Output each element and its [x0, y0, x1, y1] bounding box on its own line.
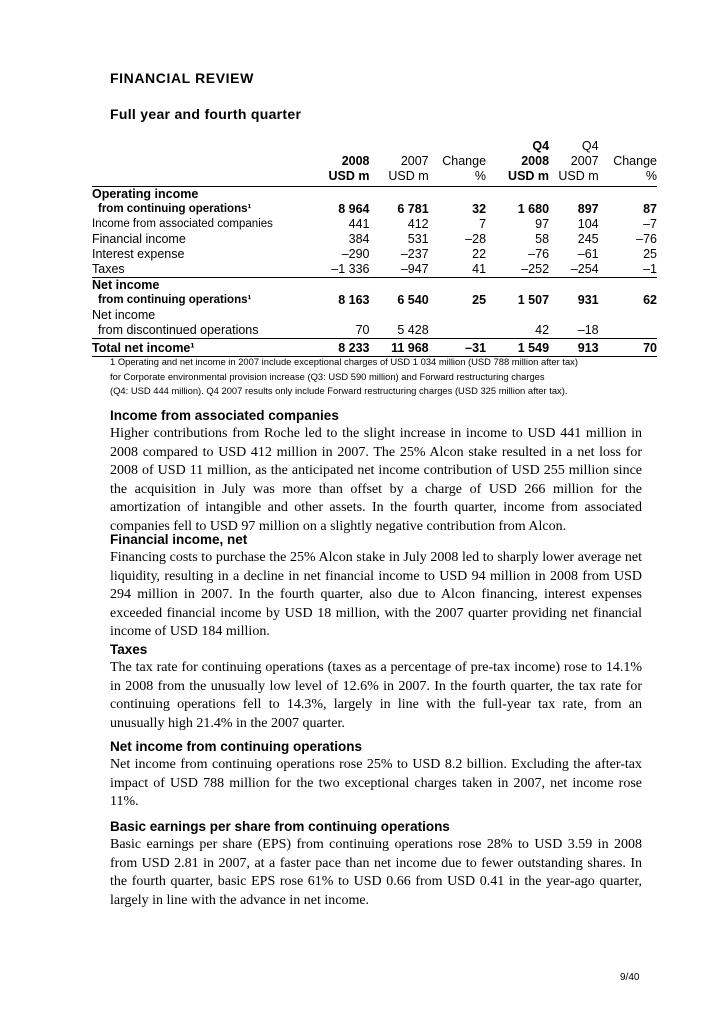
row-label: Income from associated companies	[92, 218, 273, 230]
row-label: Financial income	[92, 232, 186, 246]
section-financial-income	[110, 531, 642, 642]
section-associated-companies	[110, 407, 642, 536]
cell-value: 531	[407, 232, 429, 246]
cell-value: 6 540	[397, 293, 429, 307]
row-label: Net income	[92, 278, 160, 292]
header-unit: %	[599, 169, 657, 187]
cell-value: 931	[577, 293, 599, 307]
cell-value: –1 336	[293, 262, 369, 278]
table-row	[92, 217, 657, 232]
page-number: 9/40	[620, 972, 640, 983]
table-row	[92, 247, 657, 262]
financial-table	[92, 139, 657, 357]
row-label: Total net income¹	[92, 339, 293, 357]
cell-value: 42	[486, 323, 549, 339]
table-row	[92, 202, 657, 217]
table-header-row	[92, 139, 657, 154]
cell-value: –237	[400, 247, 429, 261]
cell-value: 7	[479, 217, 487, 231]
row-label: from continuing operations¹	[98, 203, 252, 215]
footnote-line: 1 Operating and net income in 2007 include exceptional charges of USD 1 034 million (USD 788 million after tax)	[110, 356, 578, 367]
table-row	[92, 308, 657, 323]
cell-value: 25	[472, 293, 487, 307]
section-heading: Basic earnings per share from continuing operations	[110, 819, 450, 834]
table-row	[92, 262, 657, 278]
cell-value: –28	[465, 232, 487, 246]
section-body: The tax rate for continuing operations (taxes as a percentage of pre-tax income) rose to 14.1% in 2008 from the unusually low level of 12.6% in 2007. In the fourth quarter, the tax rate for continuing operations fell to 14.3%, largely in line with the full-year tax rate, from an unusually high 21.4% in the 2007 quarter.	[110, 660, 642, 731]
cell-value: –947	[370, 262, 429, 278]
section-body: Basic earnings per share (EPS) from continuing operations rose 28% to USD 3.59 in 2008 from USD 2.81 in 2007, at a faster pace than net income due to fewer outstanding shares. In the fourth quarter, basic EPS rose 61% to USD 0.66 from USD 0.41 in the year-ago quarter, largely in line with the advance in net income.	[110, 837, 642, 908]
cell-value: 913	[549, 339, 599, 357]
cell-value: 384	[348, 232, 370, 246]
header-unit: USD m	[486, 169, 549, 187]
cell-value: 8 233	[293, 339, 369, 357]
section-body: Higher contributions from Roche led to the slight increase in income to USD 441 million in 2008 compared to USD 412 million in 2007. The 25% Alcon stake resulted in a net loss for 2008 of USD 11 million, as the anticipated net income contribution of USD 255 million since the acquisition in July was more than offset by a charge of USD 266 million for the amortization of intangible and other assets. In the fourth quarter, income from associated companies fell to USD 97 million on a slightly negative contribution from Alcon.	[110, 426, 642, 534]
cell-value: –76	[636, 232, 657, 246]
cell-value: 11 968	[370, 339, 429, 357]
table-footnote	[110, 355, 650, 399]
row-label: Net income	[92, 308, 156, 322]
cell-value: –254	[549, 262, 599, 278]
cell-value: 58	[535, 232, 550, 246]
page-subtitle: Full year and fourth quarter	[110, 106, 302, 122]
section-heading: Net income from continuing operations	[110, 739, 363, 754]
row-label: from discontinued operations	[92, 323, 293, 339]
row-label: Taxes	[92, 262, 293, 278]
cell-value: 22	[472, 247, 487, 261]
cell-value: 97	[535, 217, 550, 231]
header-q4-b: Q4	[581, 139, 599, 153]
section-eps	[110, 818, 642, 910]
cell-value: 5 428	[370, 323, 429, 339]
section-body: Net income from continuing operations rose 25% to USD 8.2 billion. Excluding the after-tax impact of USD 788 million for the two exceptional charges taken in 2007, net income rose 11%.	[110, 757, 642, 809]
cell-value: –18	[549, 323, 599, 339]
cell-value: 25	[643, 247, 657, 261]
cell-value: 41	[429, 262, 486, 278]
cell-value: –290	[341, 247, 370, 261]
cell-value: –61	[577, 247, 599, 261]
header-q4-a: Q4	[532, 139, 550, 153]
table-header-row	[92, 169, 657, 187]
cell-value: 1 680	[517, 202, 550, 216]
table-total-row	[92, 339, 657, 357]
section-title: FINANCIAL REVIEW	[110, 70, 254, 86]
cell-value: 87	[643, 202, 657, 216]
section-heading: Income from associated companies	[110, 408, 339, 423]
cell-value: 8 964	[338, 202, 370, 216]
footnote-line: for Corporate environmental provision increase (Q3: USD 590 million) and Forward restructuring charges	[110, 370, 545, 382]
header-unit: USD m	[370, 169, 429, 187]
cell-value: 6 781	[397, 202, 429, 216]
footnote-line: (Q4: USD 444 million). Q4 2007 results only include Forward restructuring charges (USD 325 million after tax).	[110, 385, 568, 396]
section-heading: Financial income, net	[110, 532, 248, 547]
header-2008: 2008	[341, 154, 370, 168]
row-label: Interest expense	[92, 247, 185, 261]
cell-value: –252	[486, 262, 549, 278]
table-row	[92, 187, 657, 203]
cell-value: 70	[293, 323, 369, 339]
cell-value: 104	[577, 217, 599, 231]
cell-value: 1 507	[517, 293, 550, 307]
section-body: Financing costs to purchase the 25% Alcon stake in July 2008 led to sharply lower average net liquidity, resulting in a decline in net financial income to USD 94 million in 2008 from USD 294 million in 2007. In the fourth quarter, also due to Alcon financing, interest expenses exceeded financial income by USD 18 million, with the 2007 quarter providing net financial income of USD 184 million.	[110, 550, 642, 639]
table-header-row	[92, 154, 657, 169]
section-net-income	[110, 738, 642, 812]
table-row	[92, 278, 657, 294]
cell-value: 32	[472, 202, 487, 216]
cell-value: 8 163	[338, 293, 370, 307]
cell-value	[429, 323, 486, 339]
cell-value: 441	[348, 217, 370, 231]
cell-value: 412	[407, 217, 429, 231]
header-unit: USD m	[293, 169, 369, 187]
section-heading: Taxes	[110, 642, 148, 657]
cell-value: –7	[643, 217, 657, 231]
cell-value: 245	[577, 232, 599, 246]
section-taxes	[110, 641, 642, 733]
cell-value: 1 549	[486, 339, 549, 357]
header-q4-change: Change	[613, 154, 657, 168]
cell-value	[599, 323, 657, 339]
header-2007: 2007	[400, 154, 429, 168]
header-q4-2007: 2007	[570, 154, 599, 168]
table-row	[92, 232, 657, 247]
table-row	[92, 323, 657, 339]
header-change: Change	[442, 154, 487, 168]
header-q4-2008: 2008	[521, 154, 550, 168]
row-label: Operating income	[92, 187, 199, 201]
cell-value: 70	[599, 339, 657, 357]
header-unit: USD m	[549, 169, 599, 187]
cell-value: 62	[643, 293, 657, 307]
cell-value: –1	[599, 262, 657, 278]
cell-value: –31	[429, 339, 486, 357]
cell-value: 897	[577, 202, 599, 216]
cell-value: –76	[528, 247, 550, 261]
header-unit: %	[429, 169, 486, 187]
row-label: from continuing operations¹	[98, 294, 252, 306]
table-row	[92, 293, 657, 308]
